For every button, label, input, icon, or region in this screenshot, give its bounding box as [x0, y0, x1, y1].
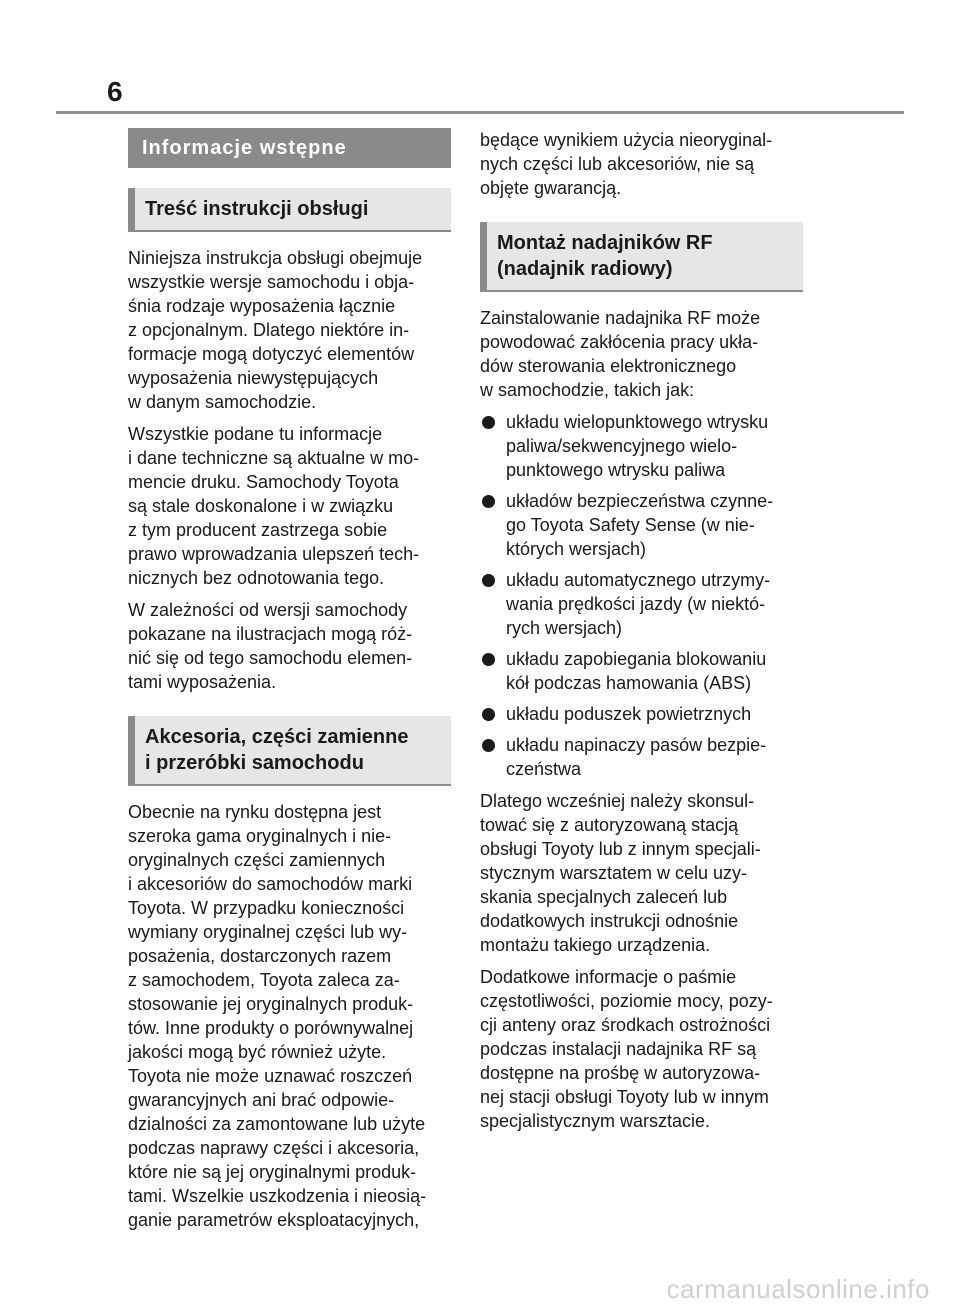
list-item: [480, 733, 803, 781]
bullet-icon: [482, 653, 495, 666]
list-item: [480, 410, 803, 482]
bullet-icon: [482, 574, 495, 587]
bullet-icon: [482, 416, 495, 429]
paragraph: W zależności od wersji samochody pokazane na ilustracjach mogą róż- nić się od tego samochodu elemen- tami wyposażenia.: [128, 600, 413, 692]
header-rule: [56, 111, 904, 114]
list-item-text: układu zapobiegania blokowaniu kół podczas hamowania (ABS): [506, 649, 767, 693]
list-item-text: układu poduszek powietrznych: [506, 704, 752, 724]
paragraph: Dodatkowe informacje o paśmie częstotliwości, poziomie mocy, pozy- cji anteny oraz środkach ostrożności podczas instalacji nadajnika RF są dostępne na prośbę w autoryzowa- nej stacji obsługi Toyoty lub w innym specjalistycznym warsztacie.: [480, 967, 773, 1131]
list-item-text: układów bezpieczeństwa czynne- go Toyota Safety Sense (w nie- których wersjach): [506, 491, 774, 559]
bullet-icon: [482, 495, 495, 508]
paragraph-intro: Zainstalowanie nadajnika RF może powodować zakłócenia pracy ukła- dów sterowania elektronicznego w samochodzie, takich jak:: [480, 308, 761, 400]
paragraph: Niniejsza instrukcja obsługi obejmuje wszystkie wersje samochodu i obja- śnia rodzaje wyposażenia łącznie z opcjonalnym. Dlatego niektóre in- formacje mogą dotyczyć elementów wyposażenia niewystępujących w danym samochodzie.: [128, 248, 423, 412]
list-item: [480, 568, 803, 640]
list-item: [480, 647, 803, 695]
right-column: [480, 128, 803, 1141]
list-item: [480, 702, 803, 726]
section-heading-accessories: Akcesoria, części zamienne i przeróbki samochodu: [128, 716, 451, 786]
systems-list: [480, 410, 803, 781]
section-heading-manual-contents: Treść instrukcji obsługi: [128, 188, 451, 232]
list-item-text: układu wielopunktowego wtrysku paliwa/sekwencyjnego wielo- punktowego wtrysku paliwa: [506, 412, 769, 480]
paragraph: Wszystkie podane tu informacje i dane techniczne są aktualne w mo- mencie druku. Samochody Toyota są stale doskonalone i w związku z tym producent zastrzega sobie prawo wprowadzania ulepszeń tech- nicznych bez odnotowania tego.: [128, 424, 420, 588]
list-item: [480, 489, 803, 561]
list-item-text: układu napinaczy pasów bezpie- czeństwa: [506, 735, 767, 779]
list-item-text: układu automatycznego utrzymy- wania prędkości jazdy (w niektó- rych wersjach): [506, 570, 771, 638]
paragraph: Obecnie na rynku dostępna jest szeroka gama oryginalnych i nie- oryginalnych części zamiennych i akcesoriów do samochodów marki Toyota. W przypadku konieczności wymiany oryginalnej części lub wy- posażenia, dostarczonych razem z samochodem, Toyota zaleca za- stosowanie jej oryginalnych produk- tów. Inne produkty o porównywalnej jakości mogą być również użyte. Toyota nie może uznawać roszczeń gwarancyjnych ani brać odpowie- dzialności za zamontowane lub użyte podczas naprawy części i akcesoria, które nie są jej oryginalnymi produk- tami. Wszelkie uszkodzenia i nieosią- ganie parametrów eksploatacyjnych,: [128, 802, 427, 1230]
section-heading-rf-transmitters: Montaż nadajników RF (nadajnik radiowy): [480, 222, 803, 292]
watermark: carmanualsonline.info: [666, 1274, 930, 1304]
paragraph-continuation: będące wynikiem użycia nieoryginal- nych części lub akcesoriów, nie są objęte gwarancją.: [480, 130, 773, 198]
paragraph: Dlatego wcześniej należy skonsul- tować się z autoryzowaną stacją obsługi Toyoty lub z innym specjali- stycznym warsztatem w celu uzy- skania specjalnych zaleceń lub dodatkowych instrukcji odnośnie montażu takiego urządzenia.: [480, 791, 761, 955]
bullet-icon: [482, 739, 495, 752]
chapter-banner: Informacje wstępne: [128, 128, 451, 168]
page-number: 6: [107, 76, 123, 107]
left-column: [128, 128, 451, 1240]
bullet-icon: [482, 708, 495, 721]
